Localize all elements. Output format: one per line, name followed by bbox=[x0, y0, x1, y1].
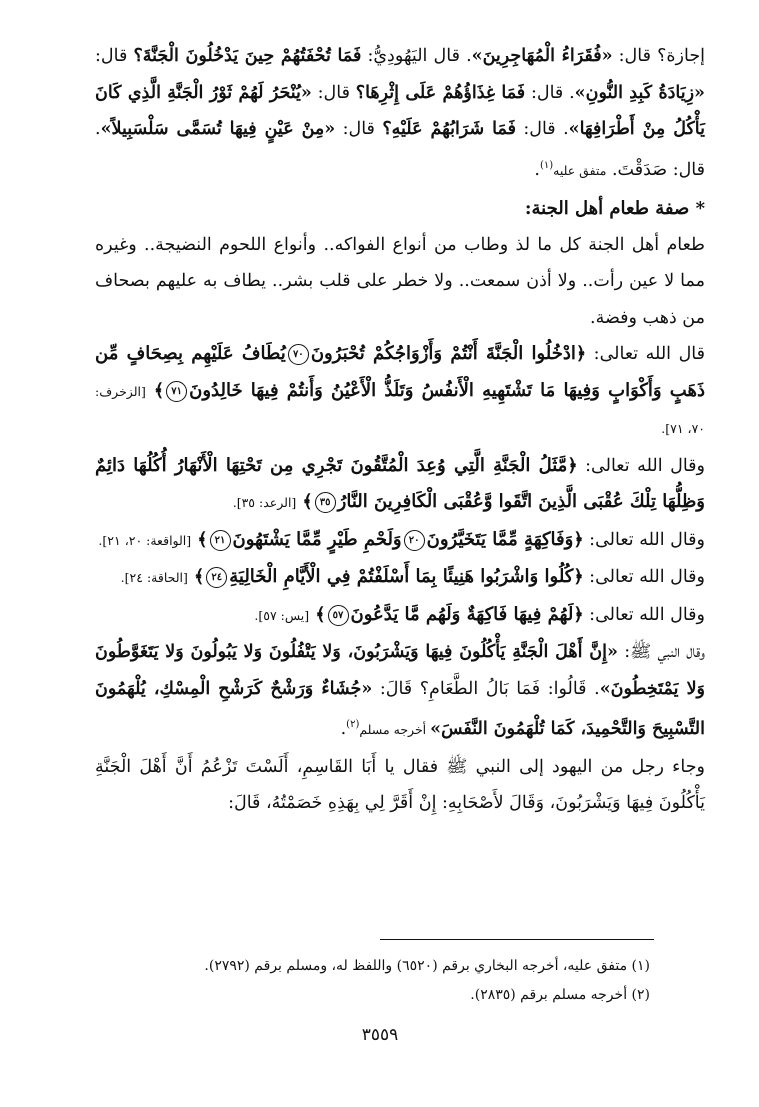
verse-paragraph bbox=[95, 336, 705, 448]
quoted-text: «يُنْحَرُ لَهُمْ ثَوْرُ الْجَنَّةِ الَّذِي كَانَ يَأْكُلُ مِنْ أَطْرَافِهَا» bbox=[95, 82, 705, 139]
ayah-text: كُلُوا وَاشْرَبُوا هَنِيئًا بِمَا أَسْلَفْتُمْ فِي الْأَيَّامِ الْخَالِيَةِ bbox=[229, 566, 574, 588]
narration-text: . قَالُوا: فَمَا بَالُ الطَّعَامِ؟ قَالَ: bbox=[372, 678, 600, 699]
narration-text: . قال: bbox=[515, 119, 569, 139]
ornate-bracket-open: ﴿ bbox=[567, 455, 578, 476]
verse-intro: وقال الله تعالى: bbox=[577, 455, 705, 476]
narration-text: . قال اليَهُودِيُّ: bbox=[361, 46, 472, 66]
narration-text: وقال النبي ﷺ: bbox=[617, 642, 705, 663]
quoted-text: فَمَا غِذَاؤُهُمْ عَلَى إِثْرِهَا؟ bbox=[355, 82, 526, 103]
surah-reference: [يس: ٥٧]. bbox=[254, 607, 310, 623]
ayah-number-marker: ٢٤ bbox=[206, 567, 227, 588]
surah-reference: [الزخرف: ٧٠، ٧١]. bbox=[95, 383, 705, 437]
surah-reference: [الحاقة: ٢٤]. bbox=[120, 570, 188, 586]
intro-paragraph: طعام أهل الجنة كل ما لذ وطاب من أنواع الفواكه.. وأنواع اللحوم النضيجة.. وغيره مما لا عين رأت.. ولا أذن سمعت.. ولا خطر على قلب بشر.. يطاف به عليهم بصحاف من ذهب وفضة. bbox=[95, 234, 705, 328]
ayah-number-marker: ٥٧ bbox=[328, 605, 349, 626]
ayah-number-marker: ٧٠ bbox=[288, 344, 309, 365]
verse-paragraph bbox=[95, 559, 705, 597]
last-paragraph: وجاء رجل من اليهود إلى النبي ﷺ فقال يا أَبَا القَاسِمِ، أَلَسْتَ تَزْعُمُ أَنَّ أَهْلَ الْجَنَّةِ يَأْكُلُونَ فِيهَا وَيَشْرَبُونَ، وَقَالَ لأَصْحَابِهِ: إِنْ أَقَرَّ لِي بِهَذِهِ خَصَمْتُهُ، قَالَ: bbox=[95, 756, 705, 814]
quoted-text: فَمَا شَرَابُهُمْ عَلَيْهِ؟ bbox=[382, 119, 516, 139]
ornate-bracket-open: ﴿ bbox=[575, 344, 587, 365]
quoted-text: «مِنْ عَيْنٍ فِيهَا تُسَمَّى سَلْسَبِيلاً» bbox=[100, 119, 336, 139]
section-heading bbox=[95, 191, 705, 227]
quoted-text: «زِيَادَةُ كَبِدِ النُّونِ» bbox=[574, 82, 705, 103]
ornate-bracket-close: ﴾ bbox=[145, 380, 165, 401]
verse-intro: وقال الله تعالى: bbox=[583, 604, 705, 625]
ayah-text: وَفَاكِهَةٍ مِّمَّا يَتَخَيَّرُونَ bbox=[426, 528, 574, 550]
source-note: متفق عليه bbox=[553, 162, 607, 178]
ornate-bracket-close: ﴾ bbox=[187, 567, 205, 588]
footnote-ref: (١) bbox=[539, 159, 554, 171]
ayah-number-marker: ٧١ bbox=[166, 381, 187, 402]
footnotes bbox=[120, 952, 650, 1010]
source-note: أخرجه مسلم bbox=[359, 722, 431, 738]
narration-text: قال: bbox=[95, 46, 134, 66]
ayah-text: لَهُمْ فِيهَا فَاكِهَةٌ وَلَهُم مَّا يَدَّعُونَ bbox=[350, 603, 574, 625]
quoted-text: «جُشَاءٌ وَرَشْحٌ كَرَشْحِ الْمِسْكِ، يُلْهَمُونَ التَّسْبِيحَ وَالتَّحْمِيدَ، كَمَا تُلْهَمُونَ النَّفَسَ» bbox=[95, 678, 705, 740]
narration-text: قال: bbox=[311, 82, 356, 103]
ornate-bracket-open: ﴿ bbox=[573, 604, 584, 625]
narration-text: قال: bbox=[335, 119, 383, 139]
page-number: ٣٥٥٩ bbox=[361, 1025, 399, 1045]
ayah-number-marker: ٢١ bbox=[210, 530, 231, 551]
narration-text: . قال: صَدَقْتَ. bbox=[95, 119, 705, 180]
verse-intro: وقال الله تعالى: bbox=[583, 529, 705, 550]
narration-text: . قال: bbox=[525, 82, 575, 103]
page-body bbox=[95, 38, 705, 822]
ayah-text: ادْخُلُوا الْجَنَّةَ أَنْتُمْ وَأَزْوَاجُكُمْ تُحْبَرُونَ bbox=[310, 343, 576, 365]
footnote-2: (٢) أخرجه مسلم برقم (٢٨٣٥). bbox=[470, 987, 650, 1003]
hadith-paragraph-1 bbox=[95, 38, 705, 189]
ayah-text: مَّثَلُ الْجَنَّةِ الَّتِي وُعِدَ الْمُتَّقُونَ تَجْرِي مِن تَحْتِهَا الْأَنْهَارُ أُكُلُهَا دَائِمٌ وَظِلُّهَا تِلْكَ عُقْبَى الَّذِينَ اتَّقَوا وَّعُقْبَى الْكَافِرِينَ النَّارُ bbox=[95, 454, 705, 513]
surah-reference: [الواقعة: ٢٠، ٢١]. bbox=[98, 532, 192, 548]
narration-text: . bbox=[340, 719, 347, 740]
quoted-text: فَمَا تُحْفَتُهُمْ حِينَ يَدْخُلُونَ الْجَنَّةَ؟ bbox=[133, 46, 362, 66]
verse-paragraph bbox=[95, 522, 705, 560]
ornate-bracket-close: ﴾ bbox=[191, 529, 208, 550]
asterisk-bullet: * bbox=[695, 197, 705, 219]
ornate-bracket-close: ﴾ bbox=[309, 604, 326, 625]
verse-paragraph bbox=[95, 597, 705, 635]
verse-paragraph bbox=[95, 448, 705, 522]
quoted-text: «إِنَّ أَهْلَ الْجَنَّةِ يَأْكُلُونَ فِيهَا وَيَشْرَبُونَ، وَلا يَتْفُلُونَ وَلا يَبُولُونَ وَلا يَتَغَوَّطُونَ وَلا يَمْتَخِطُونَ» bbox=[95, 642, 706, 699]
ornate-bracket-open: ﴿ bbox=[573, 567, 584, 588]
quoted-text: «فُقَرَاءُ الْمُهَاجِرِينَ» bbox=[471, 46, 613, 66]
section-heading-text: صفة طعام أهل الجنة: bbox=[524, 197, 690, 219]
ayah-text: وَلَحْمِ طَيْرٍ مِّمَّا يَشْتَهُونَ bbox=[232, 528, 402, 550]
ayah-number-marker: ٣٥ bbox=[315, 492, 336, 513]
footnote-ref: (٢) bbox=[346, 719, 360, 731]
ayah-number-marker: ٢٠ bbox=[404, 530, 425, 551]
verse-intro: قال الله تعالى: bbox=[586, 344, 706, 365]
ornate-bracket-open: ﴿ bbox=[573, 529, 584, 550]
verses-list bbox=[95, 336, 705, 634]
hadith-paragraph-2 bbox=[95, 634, 705, 748]
ornate-bracket-close: ﴾ bbox=[296, 492, 313, 513]
verse-intro: وقال الله تعالى: bbox=[583, 567, 705, 588]
footnote-divider bbox=[380, 939, 654, 940]
footnote-1: (١) متفق عليه، أخرجه البخاري برقم (٦٥٢٠) واللفظ له، ومسلم برقم (٢٧٩٢). bbox=[204, 958, 650, 974]
surah-reference: [الرعد: ٣٥]. bbox=[232, 495, 297, 511]
narration-text: إجازة؟ قال: bbox=[612, 46, 705, 66]
narration-text: . bbox=[534, 159, 540, 180]
ayah-text: يُطَافُ عَلَيْهِم بِصِحَافٍ مِّن ذَهَبٍ وَأَكْوَابٍ وَفِيهَا مَا تَشْتَهِيهِ الْأَنفُسُ وَتَلَذُّ الْأَعْيُنُ وَأَنتُمْ فِيهَا خَالِدُونَ bbox=[95, 343, 705, 401]
